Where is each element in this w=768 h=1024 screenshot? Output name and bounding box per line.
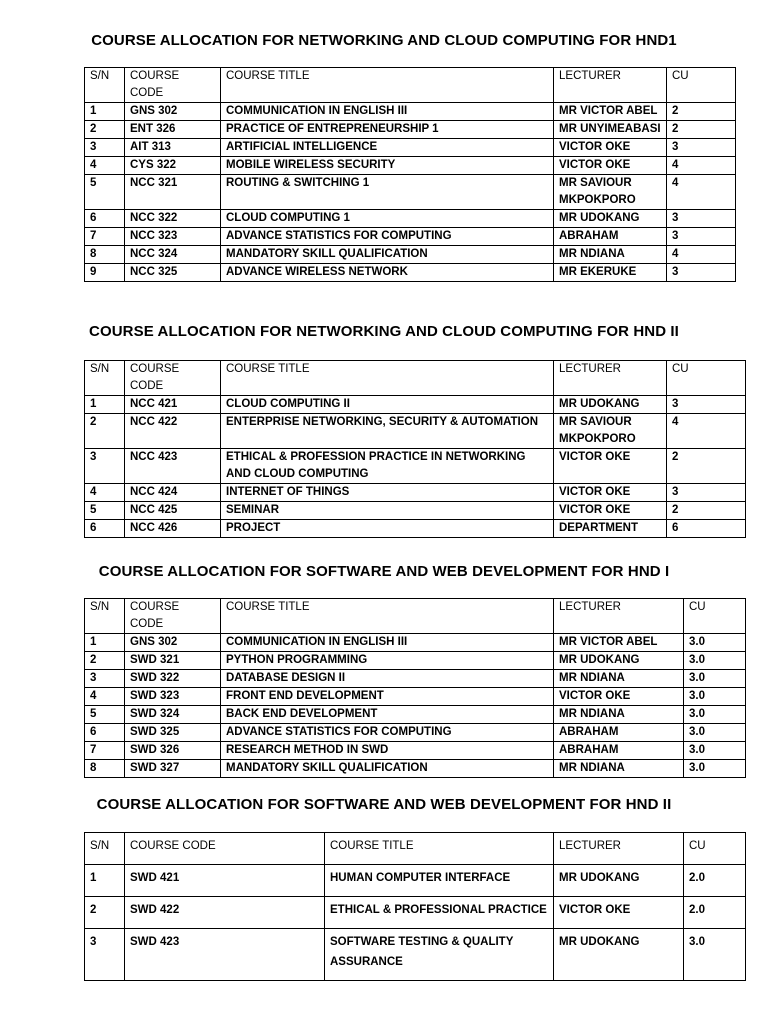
cell-lecturer: MR NDIANA — [554, 246, 667, 264]
cell-course-code: NCC 325 — [125, 264, 221, 282]
header-course-code: COURSE CODE — [125, 361, 221, 396]
header-sn: S/N — [85, 361, 125, 396]
cell-cu: 3.0 — [684, 742, 746, 760]
cell-cu: 3 — [667, 139, 736, 157]
table-row — [85, 865, 746, 897]
cell-course-code: NCC 321 — [125, 175, 221, 210]
cell-course-title: ROUTING & SWITCHING 1 — [221, 175, 554, 210]
cell-course-title: ADVANCE STATISTICS FOR COMPUTING — [221, 724, 554, 742]
cell-sn: 7 — [85, 228, 125, 246]
cell-cu: 3.0 — [684, 652, 746, 670]
cell-sn: 6 — [85, 520, 125, 538]
cell-course-code: AIT 313 — [125, 139, 221, 157]
table-header-row — [85, 68, 736, 103]
header-course-title: COURSE TITLE — [221, 361, 554, 396]
table-row — [85, 742, 746, 760]
cell-sn: 2 — [85, 897, 125, 929]
table-row — [85, 706, 746, 724]
cell-course-title: PRACTICE OF ENTREPRENEURSHIP 1 — [221, 121, 554, 139]
table-row — [85, 246, 736, 264]
cell-course-title: DATABASE DESIGN II — [221, 670, 554, 688]
cell-cu: 3 — [667, 210, 736, 228]
cell-sn: 1 — [85, 103, 125, 121]
cell-lecturer: MR UDOKANG — [554, 210, 667, 228]
cell-course-title: ADVANCE STATISTICS FOR COMPUTING — [221, 228, 554, 246]
cell-course-title: SOFTWARE TESTING & QUALITY ASSURANCE — [325, 929, 554, 981]
cell-sn: 1 — [85, 865, 125, 897]
section-title: COURSE ALLOCATION FOR SOFTWARE AND WEB DEVELOPMENT FOR HND II — [96, 796, 672, 813]
cell-cu: 3 — [667, 484, 746, 502]
table-row — [85, 520, 746, 538]
cell-cu: 6 — [667, 520, 746, 538]
cell-sn: 4 — [85, 484, 125, 502]
cell-course-code: NCC 324 — [125, 246, 221, 264]
cell-sn: 5 — [85, 502, 125, 520]
cell-course-title: SEMINAR — [221, 502, 554, 520]
cell-cu: 3.0 — [684, 929, 746, 981]
cell-course-code: NCC 425 — [125, 502, 221, 520]
header-cu: CU — [667, 361, 746, 396]
header-course-code: COURSE CODE — [125, 833, 325, 865]
cell-course-code: NCC 424 — [125, 484, 221, 502]
section-swd-hnd2 — [0, 796, 768, 813]
cell-sn: 1 — [85, 634, 125, 652]
cell-course-title: CLOUD COMPUTING II — [221, 396, 554, 414]
cell-lecturer: VICTOR OKE — [554, 688, 684, 706]
cell-course-code: NCC 423 — [125, 449, 221, 484]
cell-sn: 6 — [85, 210, 125, 228]
section-ncc-hnd1 — [0, 32, 768, 49]
cell-course-title: FRONT END DEVELOPMENT — [221, 688, 554, 706]
cell-course-title: ADVANCE WIRELESS NETWORK — [221, 264, 554, 282]
cell-cu: 3 — [667, 228, 736, 246]
cell-lecturer: VICTOR OKE — [554, 139, 667, 157]
section-title: COURSE ALLOCATION FOR SOFTWARE AND WEB DEVELOPMENT FOR HND I — [98, 563, 670, 580]
cell-sn: 5 — [85, 706, 125, 724]
header-course-code: COURSE CODE — [125, 68, 221, 103]
cell-course-title: INTERNET OF THINGS — [221, 484, 554, 502]
cell-cu: 4 — [667, 157, 736, 175]
table-row — [85, 670, 746, 688]
header-course-title: COURSE TITLE — [221, 68, 554, 103]
cell-course-code: SWD 323 — [125, 688, 221, 706]
cell-cu: 4 — [667, 175, 736, 210]
table-row — [85, 724, 746, 742]
cell-sn: 6 — [85, 724, 125, 742]
table-row — [85, 449, 746, 484]
cell-course-code: NCC 323 — [125, 228, 221, 246]
table-ncc-hnd1 — [84, 67, 736, 282]
cell-course-title: MOBILE WIRELESS SECURITY — [221, 157, 554, 175]
section-title: COURSE ALLOCATION FOR NETWORKING AND CLOUD COMPUTING FOR HND II — [89, 323, 679, 340]
cell-sn: 4 — [85, 688, 125, 706]
header-cu: CU — [667, 68, 736, 103]
cell-cu: 2 — [667, 502, 746, 520]
cell-sn: 5 — [85, 175, 125, 210]
header-course-title: COURSE TITLE — [221, 599, 554, 634]
cell-lecturer: MR VICTOR ABEL — [554, 634, 684, 652]
header-sn: S/N — [85, 833, 125, 865]
cell-course-title: ARTIFICIAL INTELLIGENCE — [221, 139, 554, 157]
cell-sn: 8 — [85, 246, 125, 264]
cell-cu: 2 — [667, 103, 736, 121]
cell-lecturer: DEPARTMENT — [554, 520, 667, 538]
cell-course-code: SWD 327 — [125, 760, 221, 778]
section-ncc-hnd2 — [0, 323, 768, 340]
table-row — [85, 897, 746, 929]
cell-course-code: NCC 322 — [125, 210, 221, 228]
cell-sn: 2 — [85, 414, 125, 449]
cell-sn: 7 — [85, 742, 125, 760]
cell-lecturer: ABRAHAM — [554, 228, 667, 246]
header-lecturer: LECTURER — [554, 833, 684, 865]
cell-lecturer: ABRAHAM — [554, 742, 684, 760]
cell-course-title: ENTERPRISE NETWORKING, SECURITY & AUTOMATION — [221, 414, 554, 449]
cell-sn: 4 — [85, 157, 125, 175]
cell-course-title: MANDATORY SKILL QUALIFICATION — [221, 246, 554, 264]
cell-cu: 4 — [667, 246, 736, 264]
table-row — [85, 103, 736, 121]
cell-cu: 3.0 — [684, 670, 746, 688]
table-row — [85, 502, 746, 520]
cell-course-code: SWD 421 — [125, 865, 325, 897]
table-row — [85, 688, 746, 706]
cell-course-title: HUMAN COMPUTER INTERFACE — [325, 865, 554, 897]
header-cu: CU — [684, 833, 746, 865]
cell-lecturer: VICTOR OKE — [554, 484, 667, 502]
section-swd-hnd1 — [0, 563, 768, 580]
table-row — [85, 121, 736, 139]
cell-sn: 3 — [85, 139, 125, 157]
cell-course-code: GNS 302 — [125, 634, 221, 652]
table-row — [85, 175, 736, 210]
table-row — [85, 157, 736, 175]
table-row — [85, 929, 746, 981]
cell-cu: 2.0 — [684, 897, 746, 929]
cell-cu: 3.0 — [684, 760, 746, 778]
table-row — [85, 139, 736, 157]
table-swd-hnd2 — [84, 832, 746, 981]
cell-sn: 2 — [85, 121, 125, 139]
header-lecturer: LECTURER — [554, 361, 667, 396]
cell-course-code: SWD 321 — [125, 652, 221, 670]
cell-course-title: PYTHON PROGRAMMING — [221, 652, 554, 670]
cell-sn: 8 — [85, 760, 125, 778]
cell-lecturer: MR UDOKANG — [554, 396, 667, 414]
cell-course-title: BACK END DEVELOPMENT — [221, 706, 554, 724]
cell-course-code: SWD 325 — [125, 724, 221, 742]
cell-course-code: NCC 422 — [125, 414, 221, 449]
cell-cu: 4 — [667, 414, 746, 449]
cell-course-title: COMMUNICATION IN ENGLISH III — [221, 634, 554, 652]
table-row — [85, 264, 736, 282]
cell-lecturer: ABRAHAM — [554, 724, 684, 742]
table-row — [85, 634, 746, 652]
table-row — [85, 228, 736, 246]
cell-sn: 9 — [85, 264, 125, 282]
cell-cu: 2.0 — [684, 865, 746, 897]
cell-cu: 3.0 — [684, 688, 746, 706]
cell-lecturer: VICTOR OKE — [554, 897, 684, 929]
cell-lecturer: MR NDIANA — [554, 670, 684, 688]
cell-cu: 2 — [667, 121, 736, 139]
cell-cu: 3 — [667, 396, 746, 414]
cell-lecturer: MR UNYIMEABASI — [554, 121, 667, 139]
cell-lecturer: MR SAVIOUR MKPOKPORO — [554, 175, 667, 210]
table-swd-hnd1 — [84, 598, 746, 778]
cell-course-code: CYS 322 — [125, 157, 221, 175]
cell-sn: 2 — [85, 652, 125, 670]
table-row — [85, 760, 746, 778]
cell-lecturer: MR VICTOR ABEL — [554, 103, 667, 121]
cell-lecturer: MR UDOKANG — [554, 865, 684, 897]
cell-cu: 3 — [667, 264, 736, 282]
cell-sn: 3 — [85, 670, 125, 688]
header-course-title: COURSE TITLE — [325, 833, 554, 865]
header-sn: S/N — [85, 599, 125, 634]
table-row — [85, 484, 746, 502]
table-row — [85, 652, 746, 670]
table-header-row — [85, 599, 746, 634]
cell-lecturer: MR SAVIOUR MKPOKPORO — [554, 414, 667, 449]
cell-cu: 2 — [667, 449, 746, 484]
cell-lecturer: VICTOR OKE — [554, 449, 667, 484]
cell-course-title: RESEARCH METHOD IN SWD — [221, 742, 554, 760]
cell-course-code: SWD 423 — [125, 929, 325, 981]
cell-course-code: NCC 426 — [125, 520, 221, 538]
table-header-row — [85, 833, 746, 865]
cell-lecturer: MR EKERUKE — [554, 264, 667, 282]
cell-course-title: CLOUD COMPUTING 1 — [221, 210, 554, 228]
table-row — [85, 396, 746, 414]
table-ncc-hnd2 — [84, 360, 746, 538]
table-row — [85, 414, 746, 449]
cell-course-title: COMMUNICATION IN ENGLISH III — [221, 103, 554, 121]
header-course-code: COURSE CODE — [125, 599, 221, 634]
cell-lecturer: VICTOR OKE — [554, 502, 667, 520]
cell-sn: 3 — [85, 929, 125, 981]
cell-course-title: ETHICAL & PROFESSION PRACTICE IN NETWORKING AND CLOUD COMPUTING — [221, 449, 554, 484]
cell-course-title: ETHICAL & PROFESSIONAL PRACTICE — [325, 897, 554, 929]
table-header-row — [85, 361, 746, 396]
cell-course-code: SWD 422 — [125, 897, 325, 929]
header-sn: S/N — [85, 68, 125, 103]
cell-cu: 3.0 — [684, 634, 746, 652]
cell-lecturer: MR UDOKANG — [554, 929, 684, 981]
cell-cu: 3.0 — [684, 706, 746, 724]
section-title: COURSE ALLOCATION FOR NETWORKING AND CLOUD COMPUTING FOR HND1 — [91, 32, 677, 49]
cell-sn: 1 — [85, 396, 125, 414]
cell-course-code: SWD 326 — [125, 742, 221, 760]
cell-sn: 3 — [85, 449, 125, 484]
cell-course-code: GNS 302 — [125, 103, 221, 121]
cell-cu: 3.0 — [684, 724, 746, 742]
cell-course-title: MANDATORY SKILL QUALIFICATION — [221, 760, 554, 778]
cell-lecturer: VICTOR OKE — [554, 157, 667, 175]
header-lecturer: LECTURER — [554, 599, 684, 634]
table-row — [85, 210, 736, 228]
cell-lecturer: MR NDIANA — [554, 760, 684, 778]
cell-course-code: SWD 324 — [125, 706, 221, 724]
cell-course-title: PROJECT — [221, 520, 554, 538]
header-lecturer: LECTURER — [554, 68, 667, 103]
cell-lecturer: MR UDOKANG — [554, 652, 684, 670]
cell-lecturer: MR NDIANA — [554, 706, 684, 724]
header-cu: CU — [684, 599, 746, 634]
cell-course-code: ENT 326 — [125, 121, 221, 139]
cell-course-code: SWD 322 — [125, 670, 221, 688]
cell-course-code: NCC 421 — [125, 396, 221, 414]
